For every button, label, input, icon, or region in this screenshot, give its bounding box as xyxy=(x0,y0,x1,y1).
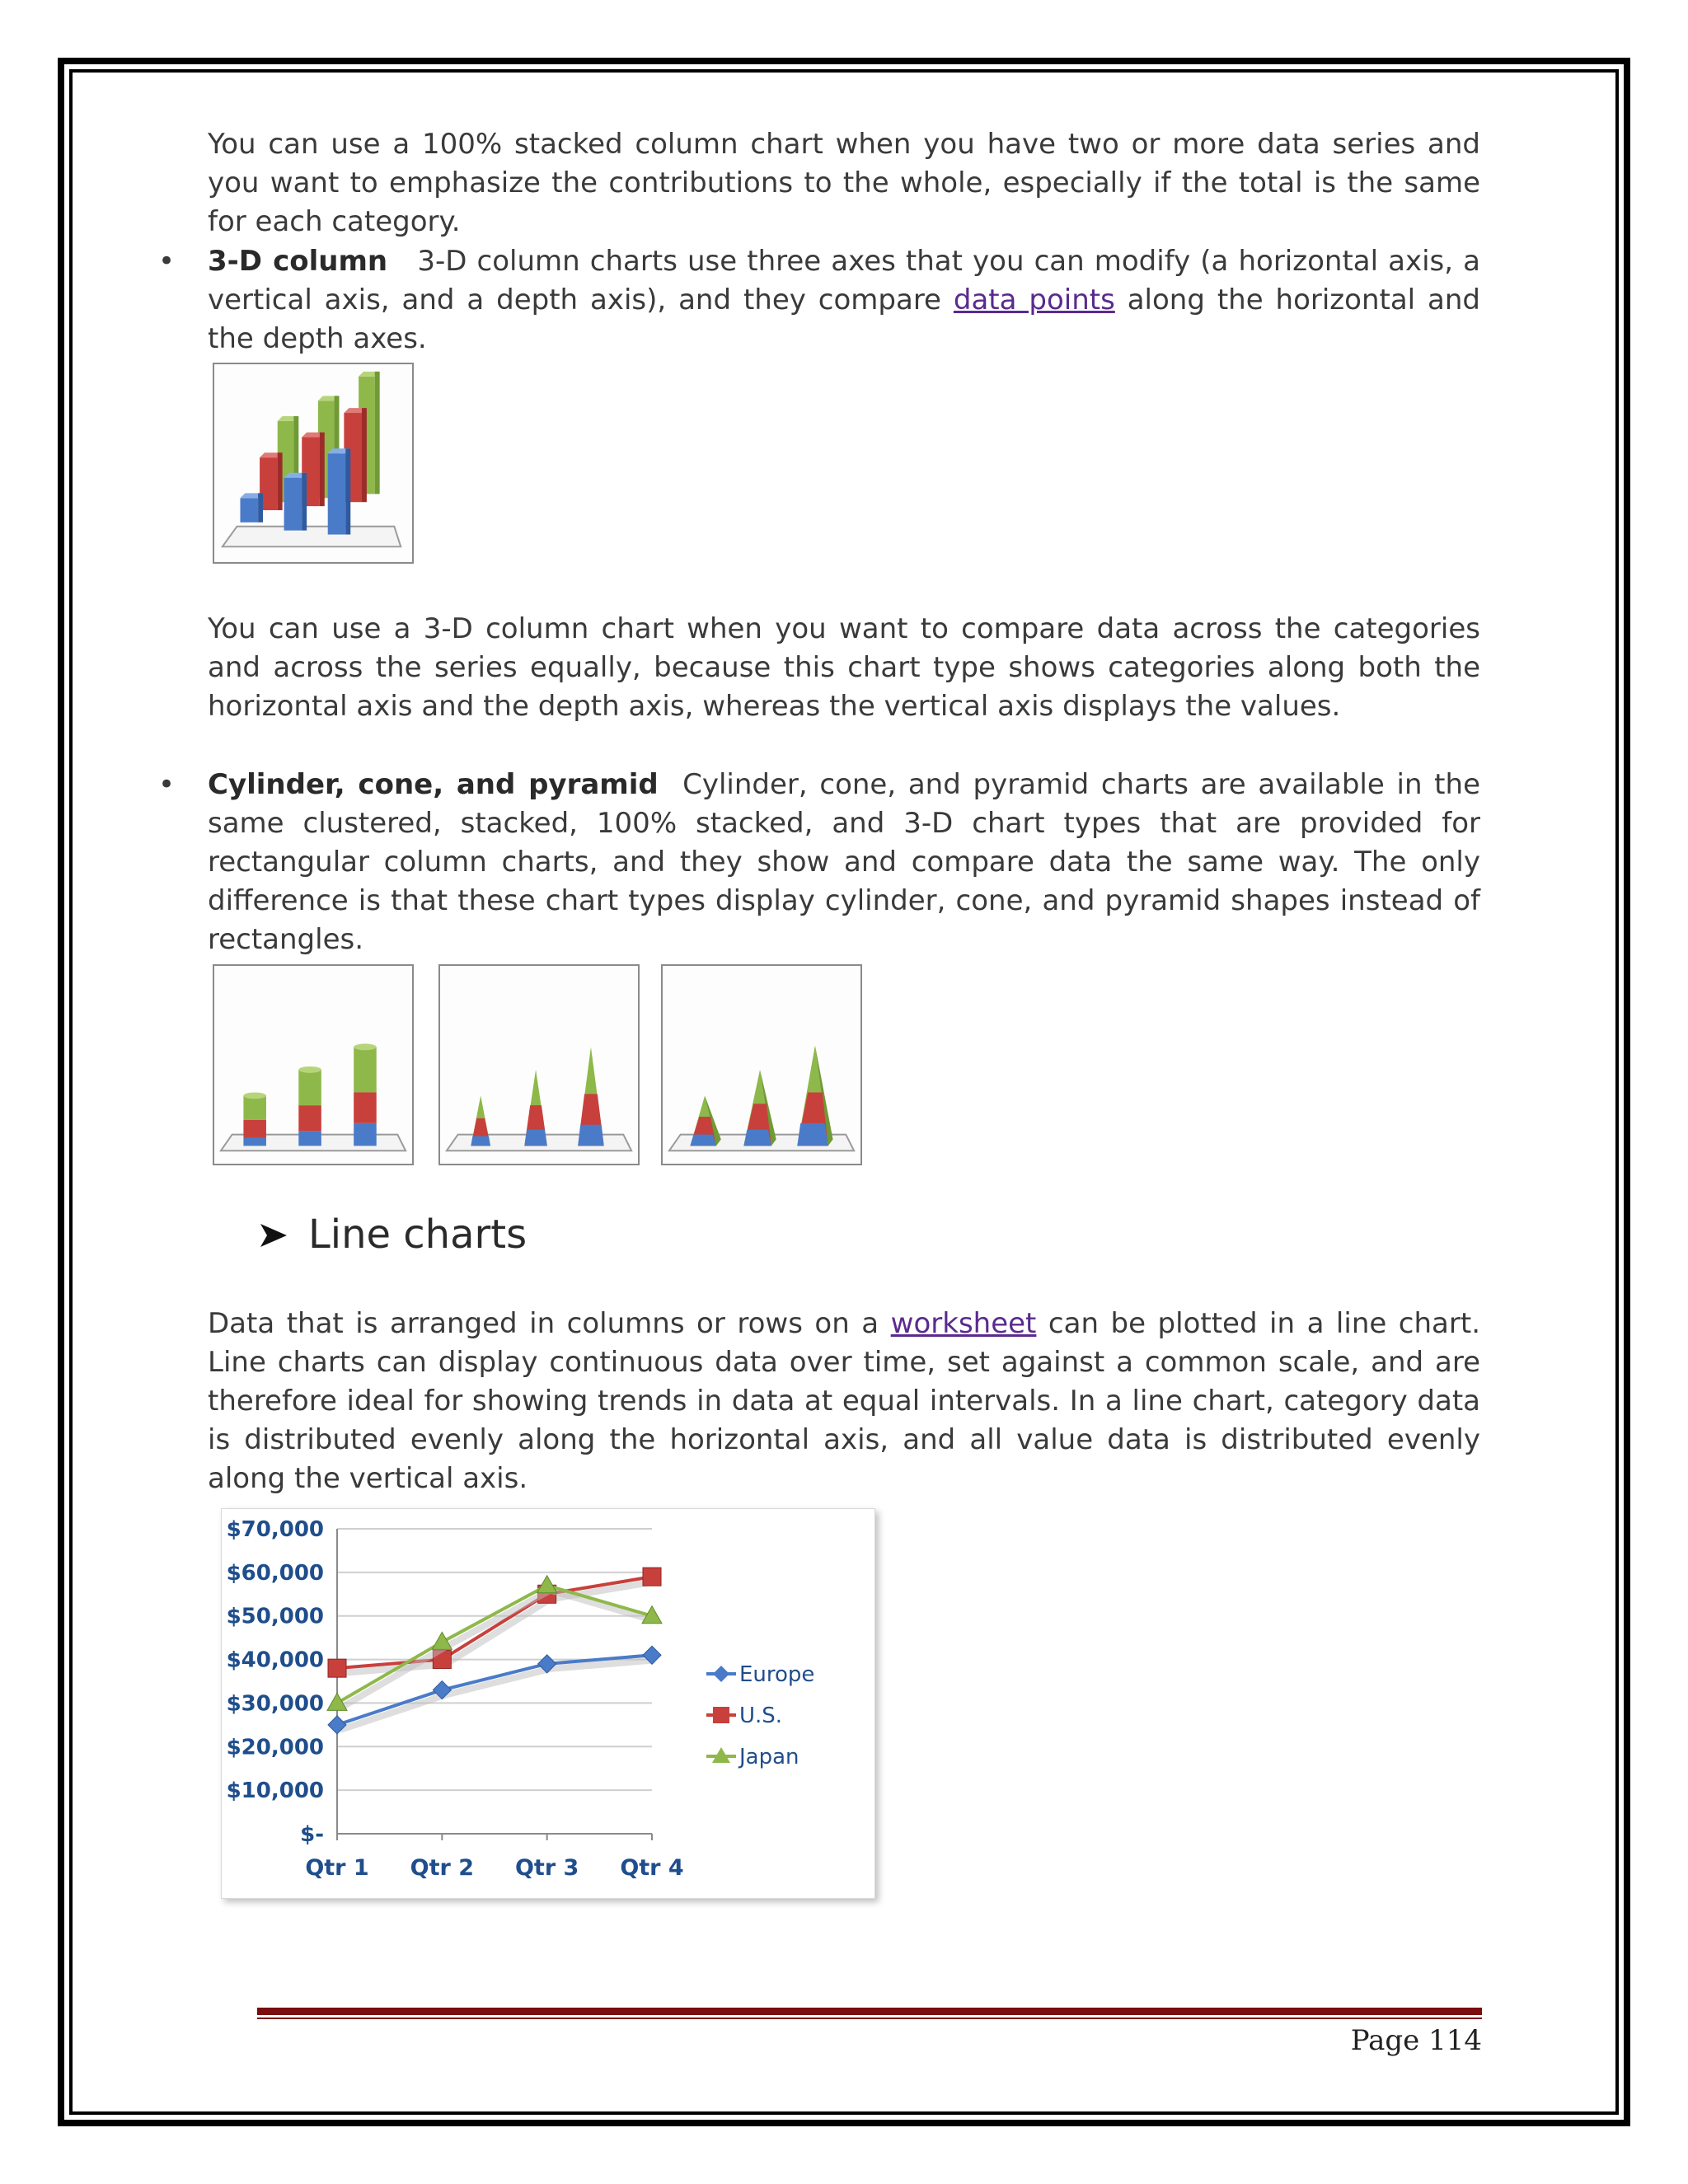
data-point xyxy=(328,1659,346,1677)
section-heading-text: Line charts xyxy=(308,1212,528,1258)
x-tick-label: Qtr 1 xyxy=(305,1855,369,1881)
legend-label: Europe xyxy=(739,1662,815,1687)
thumb-pyramid xyxy=(661,964,862,1165)
y-tick-label: $50,000 xyxy=(226,1604,324,1629)
legend-marker xyxy=(713,1707,729,1723)
data-point xyxy=(537,1576,557,1593)
y-tick-label: $10,000 xyxy=(226,1779,324,1804)
x-tick-label: Qtr 2 xyxy=(410,1855,475,1881)
footer-rule xyxy=(257,2008,1482,2015)
legend-marker xyxy=(713,1666,729,1682)
y-tick-label: $40,000 xyxy=(226,1647,324,1673)
y-tick-label: $- xyxy=(300,1822,324,1847)
data-point xyxy=(432,1632,452,1649)
thumb-3d-column xyxy=(213,363,414,564)
data-points-link[interactable]: data points xyxy=(953,284,1115,316)
y-tick-label: $70,000 xyxy=(226,1517,324,1542)
y-tick-label: $60,000 xyxy=(226,1560,324,1586)
paragraph-text-end: can be plotted in a line chart. Line charts can display continuous data over time, set against a common scale, and are therefore ideal for showing trends in data at equal intervals. In a line chart, category data is distributed evenly along the horizontal axis, and all value data is distributed evenly along the vertical axis. xyxy=(208,1307,1481,1495)
bullet-dot: • xyxy=(158,245,176,278)
section-heading xyxy=(259,1212,527,1258)
thumb-cone xyxy=(438,964,640,1165)
footer-rule-thin xyxy=(257,2018,1482,2019)
paragraph-3d-usage: You can use a 3-D column chart when you want to compare data across the categories and across the series equally, because this chart type shows categories along both the horizontal axis and the depth axis, whereas the vertical axis displays the values. xyxy=(208,612,1480,723)
data-point xyxy=(327,1693,347,1710)
line-chart-paragraph xyxy=(208,1305,1480,1498)
legend-label: Japan xyxy=(739,1745,799,1769)
page-number: Page 114 xyxy=(1350,2024,1482,2057)
bullet-title: Cylinder, cone, and pyramid xyxy=(208,768,659,801)
paragraph-text: Data that is arranged in columns or rows on a xyxy=(208,1307,891,1340)
arrow-bullet-icon xyxy=(259,1212,308,1258)
worksheet-link[interactable]: worksheet xyxy=(890,1307,1037,1340)
bullet-text-end: along the horizontal and the depth axes. xyxy=(208,284,1480,355)
bullet-text: 3-D column charts use three axes that you can modify (a horizontal axis, a vertical axis, and a depth axis), and they compare xyxy=(208,245,1480,316)
x-tick-label: Qtr 3 xyxy=(514,1855,579,1881)
bullet-dot: • xyxy=(158,768,176,801)
bullet-text: Cylinder, cone, and pyramid charts are available in the same clustered, stacked, 100% stacked, and 3-D chart types that are provided for rectangular column charts, and they show and compare data the same way. The only difference is that these chart types display cylinder, cone, and pyramid shapes instead of rectangles. xyxy=(208,768,1480,956)
legend-label: U.S. xyxy=(739,1704,783,1728)
line-chart xyxy=(221,1508,875,1899)
data-point xyxy=(643,1568,661,1586)
bullet-3d-column xyxy=(208,242,1480,359)
y-tick-label: $20,000 xyxy=(226,1735,324,1760)
series-shadow xyxy=(340,1591,655,1708)
intro-paragraph: You can use a 100% stacked column chart when you have two or more data series and you want to emphasize the contributions to the whole, especially if the total is the same for each category. xyxy=(208,128,1480,238)
x-tick-label: Qtr 4 xyxy=(620,1855,684,1881)
bullet-cylinder-cone-pyramid xyxy=(208,766,1480,959)
thumb-cylinder xyxy=(213,964,414,1165)
y-tick-label: $30,000 xyxy=(226,1691,324,1717)
bullet-title: 3-D column xyxy=(208,245,388,278)
line-chart-svg xyxy=(222,1509,874,1898)
